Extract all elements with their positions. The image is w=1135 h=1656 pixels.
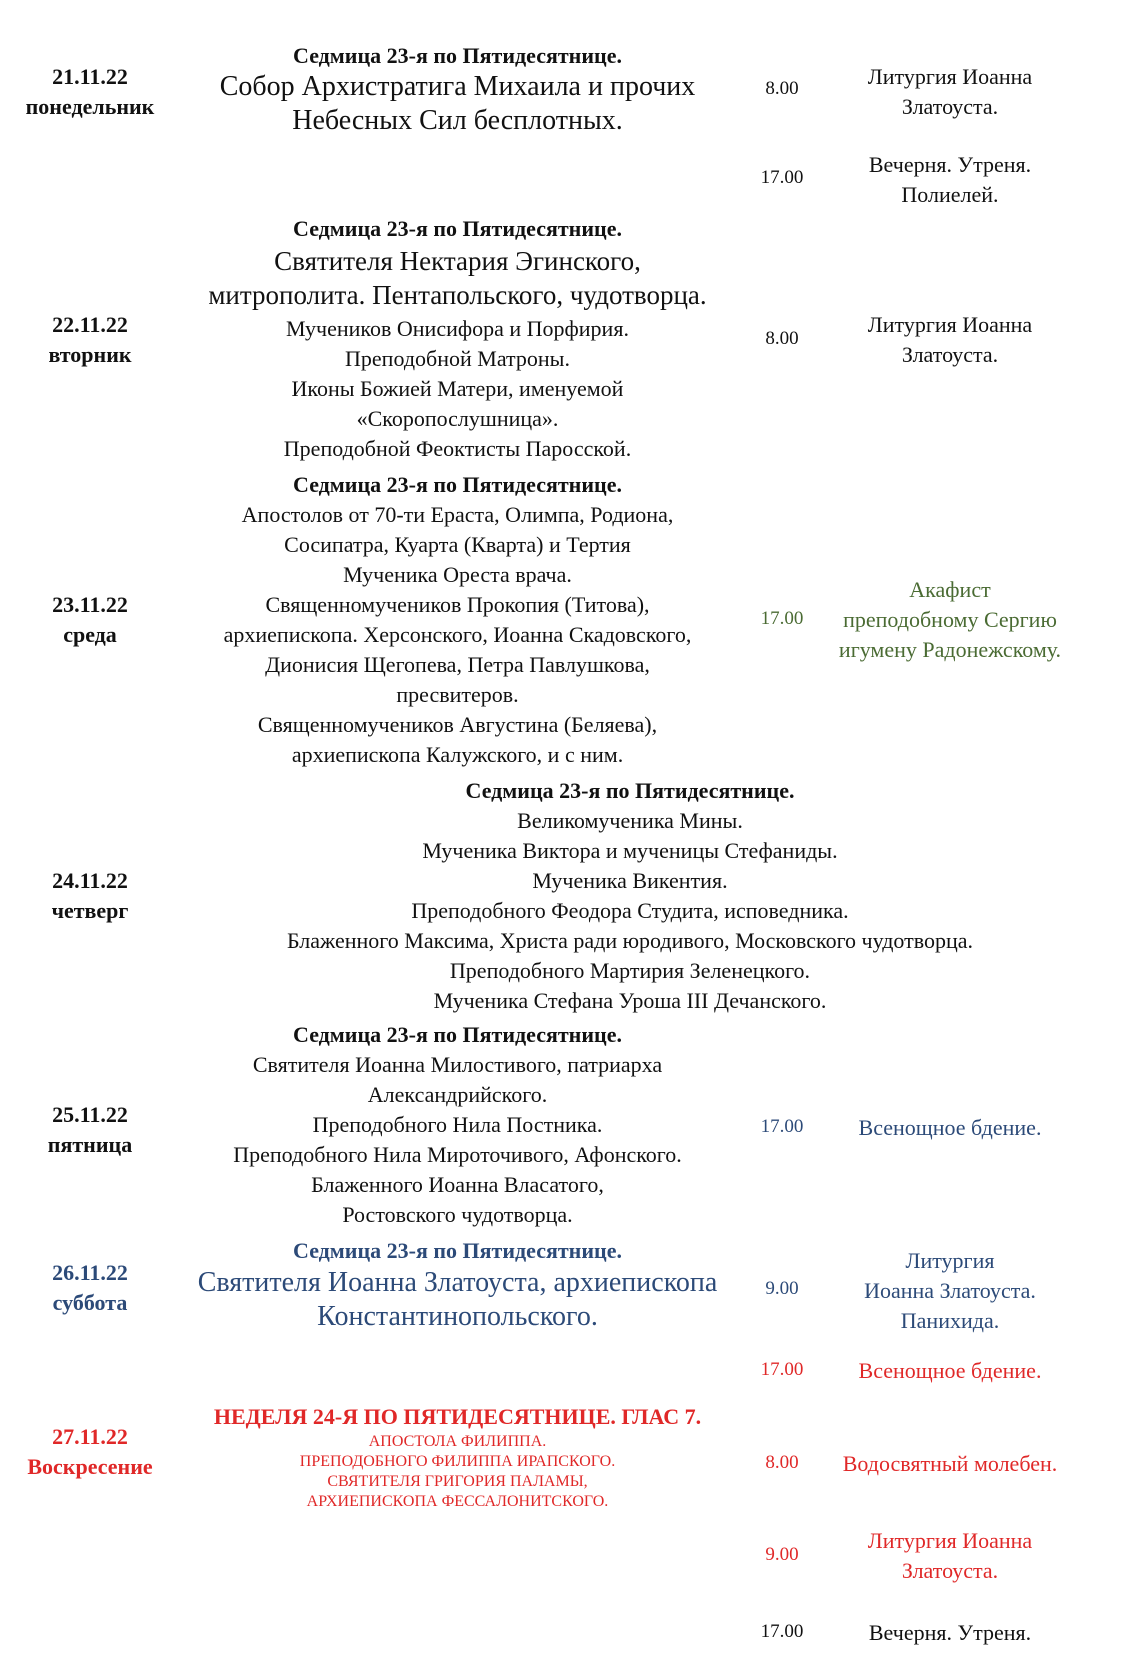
day-weekday: понедельник <box>25 94 155 119</box>
feast-line: Небесных Сил бесплотных. <box>292 105 623 136</box>
day-weekday: пятница <box>47 1132 133 1157</box>
commemoration-line: Мученика Ореста врача. <box>343 562 572 587</box>
service-time: 17.00 <box>760 1116 804 1137</box>
commemoration-line: архиепископа. Херсонского, Иоанна Скадовского, <box>223 622 692 647</box>
day-weekday: вторник <box>48 342 132 367</box>
commemoration-line: АРХИЕПИСКОПА ФЕССАЛОНИТСКОГО. <box>306 1493 609 1510</box>
day-weekday: Воскресение <box>27 1454 153 1479</box>
commemoration-line: Священномучеников Прокопия (Титова), <box>265 592 650 617</box>
feast-line: Святителя Нектария Эгинского, <box>274 246 641 276</box>
service-line: Литургия <box>905 1248 995 1273</box>
service-line: Акафист <box>909 577 991 602</box>
service-line: Всенощное бдение. <box>858 1358 1042 1383</box>
commemoration-line: Мучеников Онисифора и Порфирия. <box>286 316 629 341</box>
day-date: 27.11.22 <box>52 1424 128 1449</box>
service-time: 17.00 <box>760 1359 804 1380</box>
commemoration-line: Блаженного Иоанна Власатого, <box>311 1172 604 1197</box>
service-time: 17.00 <box>760 1621 804 1642</box>
day-weekday: среда <box>63 622 117 647</box>
commemoration-line: АПОСТОЛА ФИЛИППА. <box>368 1433 547 1450</box>
service-line: Вечерня. Утреня. <box>868 152 1032 177</box>
week-heading: Седмица 23-я по Пятидесятнице. <box>293 1238 622 1263</box>
day-date: 26.11.22 <box>52 1260 128 1285</box>
feast-line: Константинопольского. <box>317 1301 598 1332</box>
commemoration-line: Преподобного Феодора Студита, исповедника. <box>411 898 849 923</box>
service-time: 8.00 <box>765 1452 799 1473</box>
service-line: Литургия Иоанна <box>867 312 1033 337</box>
commemoration-line: архиепископа Калужского, и с ним. <box>291 742 624 767</box>
commemoration-line: Священномучеников Августина (Беляева), <box>257 712 658 737</box>
service-line: Вечерня. Утреня. <box>868 1620 1032 1645</box>
service-line: Литургия Иоанна <box>867 64 1033 89</box>
day-date: 25.11.22 <box>52 1102 128 1127</box>
day-date: 24.11.22 <box>52 868 128 893</box>
day-date: 21.11.22 <box>52 64 128 89</box>
commemoration-line: Ростовского чудотворца. <box>342 1202 573 1227</box>
service-time: 17.00 <box>760 167 804 188</box>
feast-line: митрополита. Пентапольского, чудотворца. <box>208 280 707 310</box>
commemoration-line: Мученика Виктора и мученицы Стефаниды. <box>422 838 838 863</box>
commemoration-line: Преподобного Нила Мироточивого, Афонского. <box>233 1142 682 1167</box>
service-time: 8.00 <box>765 78 799 99</box>
commemoration-line: «Скоропослушница». <box>356 406 559 431</box>
service-line: Златоуста. <box>901 342 999 367</box>
commemoration-line: Великомученика Мины. <box>517 808 743 833</box>
service-line: Всенощное бдение. <box>858 1115 1042 1140</box>
week-heading: НЕДЕЛЯ 24-Я ПО ПЯТИДЕСЯТНИЦЕ. ГЛАС 7. <box>213 1404 702 1429</box>
week-heading: Седмица 23-я по Пятидесятнице. <box>293 216 622 241</box>
feast-line: Святителя Иоанна Златоуста, архиепископа <box>197 1267 718 1298</box>
commemoration-line: Мученика Стефана Уроша III Дечанского. <box>433 988 827 1013</box>
commemoration-line: Преподобного Нила Постника. <box>312 1112 603 1137</box>
week-heading: Седмица 23-я по Пятидесятнице. <box>293 1022 622 1047</box>
commemoration-line: Преподобной Феоктисты Паросской. <box>283 436 632 461</box>
service-time: 9.00 <box>765 1544 799 1565</box>
commemoration-line: Преподобной Матроны. <box>345 346 570 371</box>
commemoration-line: Александрийского. <box>367 1082 548 1107</box>
service-line: Златоуста. <box>901 1558 999 1583</box>
service-line: Златоуста. <box>901 94 999 119</box>
service-line: Панихида. <box>900 1308 1000 1333</box>
service-line: Литургия Иоанна <box>867 1528 1033 1553</box>
week-heading: Седмица 23-я по Пятидесятнице. <box>293 472 622 497</box>
commemoration-line: Апостолов от 70-ти Ераста, Олимпа, Родиона, <box>241 502 674 527</box>
day-date: 23.11.22 <box>52 592 128 617</box>
day-date: 22.11.22 <box>52 312 128 337</box>
service-line: игумену Радонежскому. <box>838 637 1062 662</box>
service-line: Иоанна Златоуста. <box>864 1278 1036 1303</box>
commemoration-line: Святителя Иоанна Милостивого, патриарха <box>252 1052 663 1077</box>
day-weekday: суббота <box>52 1290 128 1315</box>
commemoration-line: СВЯТИТЕЛЯ ГРИГОРИЯ ПАЛАМЫ, <box>327 1473 588 1490</box>
commemoration-line: Сосипатра, Куарта (Кварта) и Тертия <box>284 532 631 557</box>
service-time: 8.00 <box>765 328 799 349</box>
week-heading: Седмица 23-я по Пятидесятнице. <box>293 43 622 68</box>
commemoration-line: ПРЕПОДОБНОГО ФИЛИППА ИРАПСКОГО. <box>299 1453 616 1470</box>
service-time: 17.00 <box>760 608 804 629</box>
day-weekday: четверг <box>51 898 129 923</box>
service-time: 9.00 <box>765 1278 799 1299</box>
commemoration-line: Мученика Викентия. <box>532 868 728 893</box>
week-heading: Седмица 23-я по Пятидесятнице. <box>465 778 795 803</box>
feast-line: Собор Архистратига Михаила и прочих <box>219 71 696 102</box>
service-line: Полиелей. <box>901 182 999 207</box>
service-line: преподобному Сергию <box>843 607 1057 632</box>
commemoration-line: Иконы Божией Матери, именуемой <box>291 376 624 401</box>
commemoration-line: Дионисия Щегопева, Петра Павлушкова, <box>265 652 650 677</box>
commemoration-line: пресвитеров. <box>396 682 519 707</box>
commemoration-line: Преподобного Мартирия Зеленецкого. <box>449 958 811 983</box>
service-line: Водосвятный молебен. <box>842 1451 1058 1476</box>
commemoration-line: Блаженного Максима, Христа ради юродивого, Московского чудотворца. <box>286 928 974 953</box>
